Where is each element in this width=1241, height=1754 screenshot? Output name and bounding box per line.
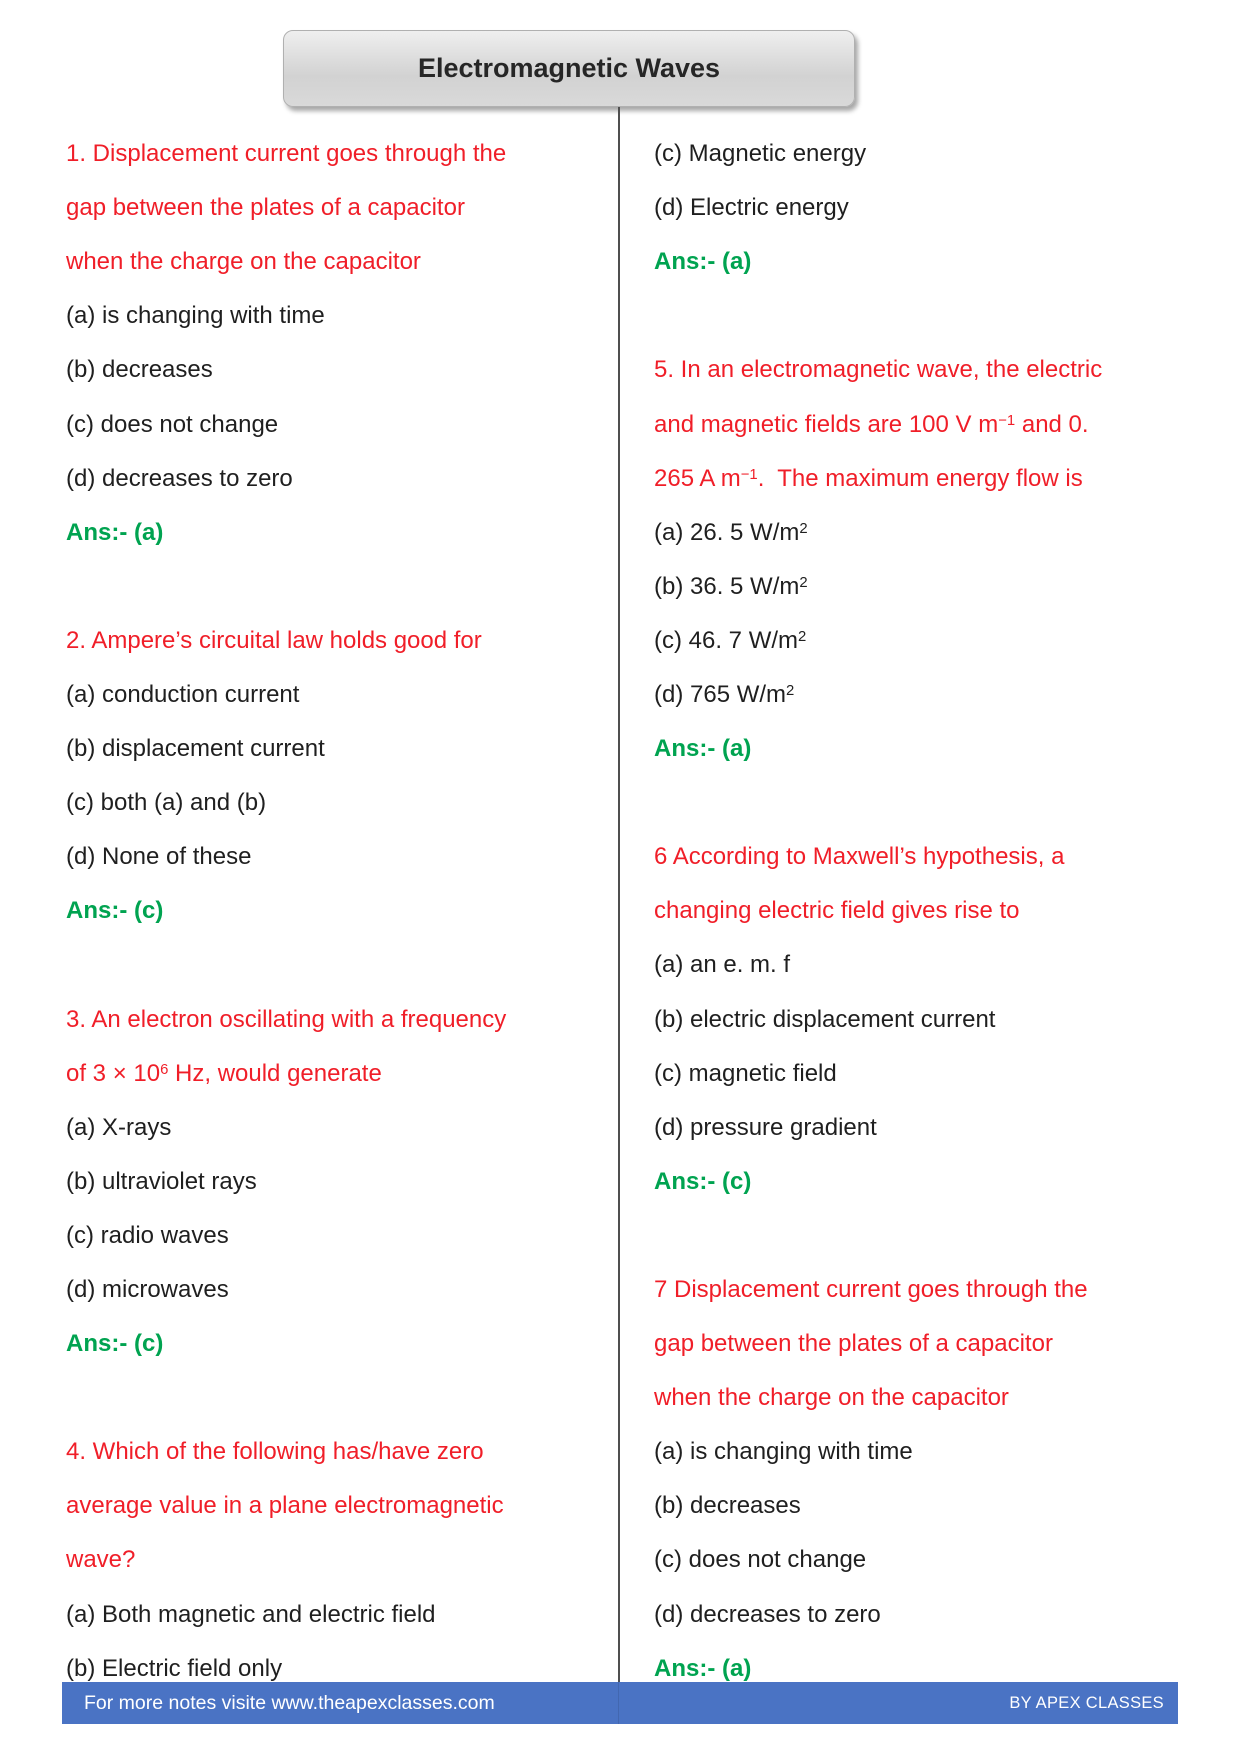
text-run: 4. Which of the following has/have zero <box>66 1438 484 1466</box>
page-title: Electromagnetic Waves <box>417 53 721 83</box>
option-line <box>66 722 616 776</box>
spacer-line <box>654 776 1234 830</box>
question-line <box>66 127 616 181</box>
text-run: (c) 46. 7 $W/m^2$ <box>654 626 807 654</box>
text-run: (c) both (a) and (b) <box>66 789 267 817</box>
text-run: (b) ultraviolet rays <box>66 1167 257 1195</box>
answer-line <box>66 1317 616 1371</box>
text-run: (b) 36. 5 $W/m^2$ <box>654 572 808 600</box>
question-line <box>66 1479 616 1533</box>
option-line <box>66 452 616 506</box>
option-line <box>654 938 1234 992</box>
text-run: (d) Electric energy <box>654 194 849 222</box>
text-run: (a) conduction current <box>66 680 300 708</box>
spacer-line <box>66 560 616 614</box>
text-run: 3. An electron oscillating with a frequency <box>66 1005 507 1033</box>
question-line <box>66 1047 616 1101</box>
text-run: (c) Magnetic energy <box>654 140 867 168</box>
text-run: 7 Displacement current goes through the <box>654 1276 1088 1304</box>
text-run: (b) decreases <box>66 356 213 384</box>
option-line <box>66 397 616 451</box>
text-run: Ans:- (a) <box>654 248 752 276</box>
column-left <box>66 127 616 1696</box>
option-line <box>66 1263 616 1317</box>
question-line <box>654 884 1234 938</box>
text-run: average value in a plane electromagnetic <box>66 1492 504 1520</box>
text-run: wave? <box>66 1546 136 1574</box>
text-run: (c) radio waves <box>66 1221 229 1249</box>
text-run: Ans:- (c) <box>654 1167 752 1195</box>
text-run: 2. Ampere’s circuital law holds good for <box>66 626 482 654</box>
option-line <box>654 1588 1234 1642</box>
question-line <box>654 397 1234 451</box>
text-run: (a) an e. m. f <box>654 951 791 979</box>
text-run: gap between the plates of a capacitor <box>654 1330 1053 1358</box>
text-run: (a) Both magnetic and electric field <box>66 1600 436 1628</box>
text-run: (c) does not change <box>654 1546 867 1574</box>
option-line <box>654 506 1234 560</box>
text-run: Ans:- (c) <box>66 1330 164 1358</box>
text-run: (a) X-rays <box>66 1113 172 1141</box>
question-line <box>66 1533 616 1587</box>
question-line <box>654 1317 1234 1371</box>
question-line <box>66 614 616 668</box>
option-line <box>66 1588 616 1642</box>
option-line <box>654 993 1234 1047</box>
text-run: Ans:- (a) <box>654 735 752 763</box>
option-line <box>654 181 1234 235</box>
option-line <box>654 127 1234 181</box>
spacer-line <box>66 1371 616 1425</box>
text-run: gap between the plates of a capacitor <box>66 194 465 222</box>
text-run: 5. In an electromagnetic wave, the electric <box>654 356 1103 384</box>
question-line <box>654 1263 1234 1317</box>
option-line <box>654 560 1234 614</box>
text-run: (b) decreases <box>654 1492 801 1520</box>
option-line <box>66 1155 616 1209</box>
option-line <box>654 1101 1234 1155</box>
option-line <box>66 289 616 343</box>
spacer-line <box>66 938 616 992</box>
option-line <box>66 1209 616 1263</box>
option-line <box>654 668 1234 722</box>
text-run: (a) is changing with time <box>654 1438 913 1466</box>
text-run: (d) pressure gradient <box>654 1113 877 1141</box>
answer-line <box>66 884 616 938</box>
option-line <box>654 1047 1234 1101</box>
text-run: (b) displacement current <box>66 735 325 763</box>
footer-bar <box>62 1682 1178 1724</box>
text-run: and magnetic fields are 100 V $m^{-1}$ and 0. <box>654 410 1089 438</box>
text-run: 265 A $m^{-1}$. The maximum energy flow is <box>654 464 1083 492</box>
spacer-line <box>654 1209 1234 1263</box>
option-line <box>654 614 1234 668</box>
text-run: (d) None of these <box>66 843 252 871</box>
text-run: when the charge on the capacitor <box>654 1384 1009 1412</box>
question-line <box>654 452 1234 506</box>
answer-line <box>654 722 1234 776</box>
text-run: (d) 765 $W/m^2$ <box>654 680 795 708</box>
option-line <box>66 668 616 722</box>
text-run: (a) 26. 5 $W/m^2$ <box>654 518 808 546</box>
footer-seam <box>618 1682 619 1724</box>
option-line <box>654 1425 1234 1479</box>
answer-line <box>654 235 1234 289</box>
text-run: (d) decreases to zero <box>654 1600 881 1628</box>
footer-note: For more notes visite www.theapexclasses.com <box>84 1691 495 1714</box>
question-line <box>66 1425 616 1479</box>
footer-brand: BY APEX CLASSES <box>1009 1693 1164 1712</box>
answer-line <box>66 506 616 560</box>
option-line <box>66 776 616 830</box>
question-line <box>66 181 616 235</box>
question-line <box>654 343 1234 397</box>
text-run: (b) electric displacement current <box>654 1005 996 1033</box>
option-line <box>66 830 616 884</box>
option-line <box>654 1479 1234 1533</box>
option-line <box>66 343 616 397</box>
question-line <box>66 993 616 1047</box>
text-run: Ans:- (c) <box>66 897 164 925</box>
text-run: 1. Displacement current goes through the <box>66 140 507 168</box>
question-line <box>654 1371 1234 1425</box>
question-line <box>66 235 616 289</box>
column-divider <box>618 107 620 1682</box>
answer-line <box>654 1155 1234 1209</box>
question-line <box>654 830 1234 884</box>
column-right <box>654 127 1234 1696</box>
text-run: 6 According to Maxwell’s hypothesis, a <box>654 843 1065 871</box>
text-run: (b) Electric field only <box>66 1654 283 1682</box>
text-run: changing electric field gives rise to <box>654 897 1020 925</box>
text-run: Ans:- (a) <box>654 1654 752 1682</box>
text-run: (a) is changing with time <box>66 302 325 330</box>
spacer-line <box>654 289 1234 343</box>
text-run: of $3 \times 10^6$ Hz, would generate <box>66 1059 382 1087</box>
text-run: Ans:- (a) <box>66 518 164 546</box>
option-line <box>654 1533 1234 1587</box>
text-run: (c) magnetic field <box>654 1059 837 1087</box>
text-run: (d) decreases to zero <box>66 464 293 492</box>
text-run: when the charge on the capacitor <box>66 248 421 276</box>
text-run: (c) does not change <box>66 410 279 438</box>
text-run: (d) microwaves <box>66 1276 229 1304</box>
option-line <box>66 1101 616 1155</box>
header-banner <box>283 30 855 107</box>
